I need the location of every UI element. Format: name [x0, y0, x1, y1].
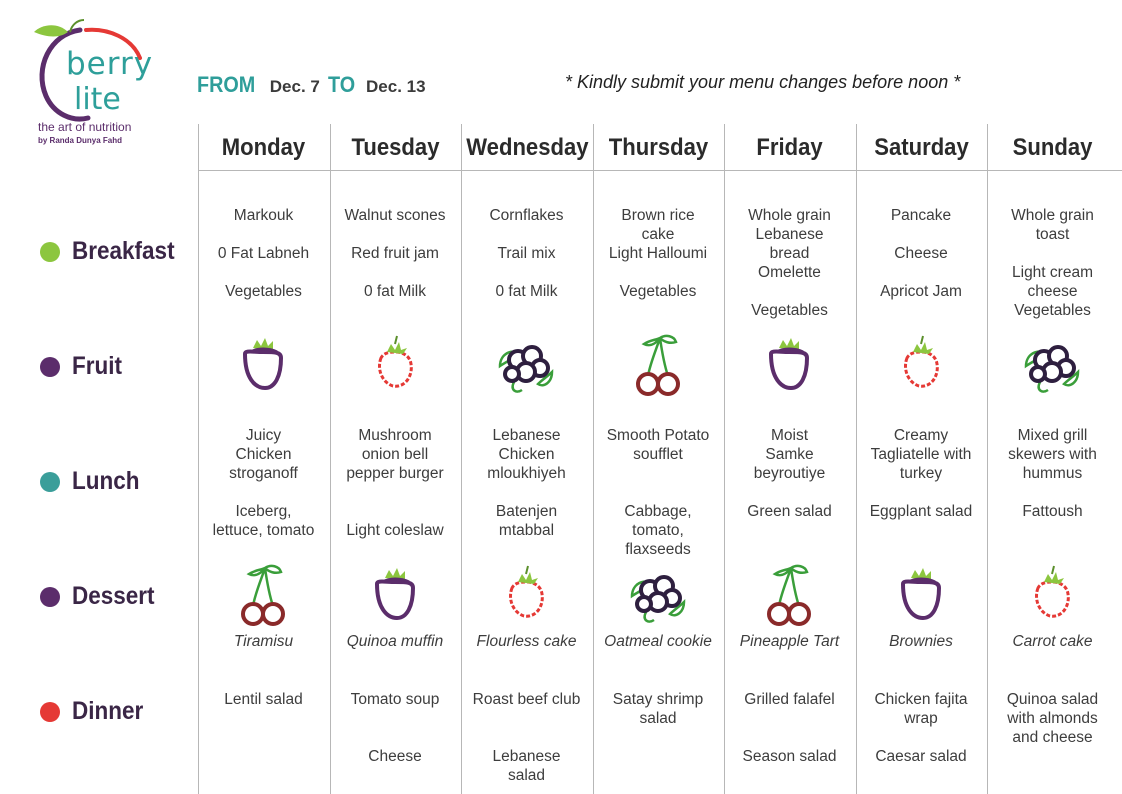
brand-name-line2: lite: [74, 82, 121, 117]
day-column-friday: [724, 170, 855, 794]
lunch-item: Light coleslaw: [346, 522, 444, 539]
blueberries-icon: [494, 332, 558, 396]
row-label-lunch: [40, 467, 147, 496]
lunch-item: stroganoff: [229, 465, 298, 482]
dinner-item: Cheese: [368, 748, 422, 765]
day-header-saturday: Saturday: [873, 134, 969, 161]
lunch-item: mtabbal: [498, 522, 555, 539]
lunch-item: lettuce, tomato: [212, 522, 315, 539]
lunch-item: Samke: [765, 446, 814, 463]
from-label: FROM: [197, 72, 256, 97]
dinner-item: Satay shrimp: [612, 691, 704, 708]
breakfast-item: Pancake: [890, 207, 952, 224]
dinner-item: with almonds: [1007, 710, 1098, 727]
lunch-item: pepper burger: [346, 465, 444, 482]
dinner-cell: [461, 690, 592, 785]
breakfast-item: Whole grain: [748, 207, 831, 224]
cherry-icon: [231, 562, 295, 626]
lunch-dot-icon: [40, 472, 60, 492]
dinner-cell: [330, 690, 461, 766]
raspberry-icon: [889, 332, 953, 396]
brand-tagline: the art of nutrition: [38, 120, 132, 134]
dinner-cell: [593, 690, 724, 728]
breakfast-item: bread: [769, 245, 810, 262]
lunch-item: hummus: [1022, 465, 1083, 482]
breakfast-cell: [987, 206, 1118, 320]
breakfast-item: cake: [641, 226, 675, 243]
lunch-cell: [856, 426, 987, 521]
row-label-text: Dinner: [72, 697, 144, 725]
day-header-thursday: Thursday: [608, 134, 708, 161]
breakfast-item: cheese: [1027, 283, 1078, 300]
breakfast-item: Lebanese: [755, 226, 824, 243]
breakfast-item: 0 fat Milk: [495, 283, 558, 300]
row-label-text: Dessert: [72, 582, 155, 610]
lunch-item: Moist: [770, 427, 809, 444]
breakfast-dot-icon: [40, 242, 60, 262]
lunch-item: beyroutiye: [753, 465, 826, 482]
breakfast-item: Red fruit jam: [351, 245, 439, 262]
breakfast-item: Light Halloumi: [608, 245, 708, 262]
lunch-item: tomato,: [632, 522, 684, 539]
dinner-dot-icon: [40, 702, 60, 722]
dessert-dot-icon: [40, 587, 60, 607]
submission-notice: * Kindly submit your menu changes before noon *: [565, 72, 961, 92]
breakfast-item: Vegetables: [751, 302, 828, 319]
breakfast-cell: [593, 206, 724, 301]
dinner-item: Quinoa salad: [1006, 691, 1099, 708]
day-column-tuesday: [330, 170, 461, 794]
dinner-item: Lentil salad: [224, 691, 303, 708]
lunch-item: Iceberg,: [235, 503, 292, 520]
lunch-cell: [724, 426, 855, 521]
day-column-thursday: [593, 170, 724, 794]
lunch-item: Chicken: [235, 446, 292, 463]
lunch-item: Cabbage,: [624, 503, 692, 520]
lunch-item: mloukhiyeh: [487, 465, 566, 482]
lunch-item: Eggplant salad: [869, 503, 973, 520]
brand-byline: by Randa Dunya Fahd: [38, 136, 123, 145]
dinner-cell: [724, 690, 855, 766]
lunch-item: Juicy: [245, 427, 282, 444]
dinner-cell: [856, 690, 987, 766]
dinner-item: Lebanese: [492, 748, 561, 765]
to-date: Dec. 13: [366, 77, 426, 96]
mangosteen-icon: [231, 332, 295, 396]
breakfast-item: Omelette: [758, 264, 821, 281]
lunch-item: turkey: [899, 465, 943, 482]
dessert-name: Tiramisu: [233, 633, 294, 650]
mangosteen-icon: [757, 332, 821, 396]
dinner-item: Tomato soup: [350, 691, 440, 708]
dinner-cell: [987, 690, 1118, 747]
lunch-item: Tagliatelle with: [870, 446, 972, 463]
row-label-dinner: [40, 697, 151, 726]
cherry-icon: [626, 332, 690, 396]
lunch-item: skewers with: [1008, 446, 1097, 463]
lunch-cell: [198, 426, 329, 540]
breakfast-cell: [856, 206, 987, 301]
day-column-wednesday: [461, 170, 592, 794]
dessert-name: Quinoa muffin: [346, 633, 444, 650]
row-label-dessert: [40, 582, 164, 611]
dinner-item: salad: [639, 710, 677, 727]
lunch-item: flaxseeds: [625, 541, 691, 558]
row-label-fruit: [40, 352, 128, 381]
raspberry-icon: [1020, 562, 1084, 626]
breakfast-item: Vegetables: [619, 283, 697, 300]
lunch-item: Smooth Potato: [606, 427, 710, 444]
breakfast-item: Whole grain: [1011, 207, 1094, 224]
breakfast-item: Light cream: [1012, 264, 1093, 281]
day-header-sunday: Sunday: [1012, 134, 1093, 161]
breakfast-item: Walnut scones: [344, 207, 446, 224]
dinner-item: wrap: [904, 710, 938, 727]
breakfast-item: Vegetables: [1014, 302, 1091, 319]
raspberry-icon: [363, 332, 427, 396]
dinner-item: and cheese: [1012, 729, 1093, 746]
day-column-monday: [198, 170, 329, 794]
lunch-cell: [330, 426, 461, 540]
lunch-cell: [987, 426, 1118, 521]
lunch-item: Chicken: [498, 446, 555, 463]
brand-name-line1: berry: [66, 46, 154, 82]
row-label-text: Fruit: [72, 352, 122, 380]
breakfast-item: Markouk: [233, 207, 294, 224]
fruit-dot-icon: [40, 357, 60, 377]
row-label-breakfast: [40, 237, 186, 266]
blueberries-icon: [1020, 332, 1084, 396]
row-label-text: Lunch: [72, 467, 140, 495]
lunch-item: Green salad: [747, 503, 832, 520]
dessert-name: Flourless cake: [476, 633, 577, 650]
dinner-item: Roast beef club: [472, 691, 581, 708]
breakfast-item: toast: [1035, 226, 1070, 243]
lunch-cell: [593, 426, 724, 559]
lunch-item: Fattoush: [1022, 503, 1083, 520]
dessert-name: Brownies: [889, 633, 953, 650]
day-header-friday: Friday: [756, 134, 823, 161]
lunch-item: Mushroom: [358, 427, 432, 444]
dinner-item: Chicken fajita: [874, 691, 968, 708]
dinner-item: Grilled falafel: [744, 691, 835, 708]
dinner-item: Caesar salad: [875, 748, 967, 765]
blueberries-icon: [626, 562, 690, 626]
breakfast-item: Apricot Jam: [880, 283, 962, 300]
from-date: Dec. 7: [269, 77, 320, 96]
lunch-cell: [461, 426, 592, 540]
raspberry-icon: [494, 562, 558, 626]
lunch-item: Lebanese: [492, 427, 561, 444]
dessert-name: Carrot cake: [1012, 633, 1093, 650]
dessert-name: Pineapple Tart: [739, 633, 840, 650]
dinner-item: salad: [507, 767, 546, 784]
breakfast-cell: [724, 206, 855, 320]
breakfast-item: Cheese: [894, 245, 948, 262]
breakfast-item: Cornflakes: [489, 207, 564, 224]
day-header-tuesday: Tuesday: [351, 134, 439, 161]
day-header-wednesday: Wednesday: [466, 134, 589, 161]
breakfast-item: Vegetables: [225, 283, 302, 300]
breakfast-item: 0 Fat Labneh: [217, 245, 310, 262]
row-label-text: Breakfast: [72, 237, 175, 265]
cherry-icon: [757, 562, 821, 626]
day-column-sunday: [987, 170, 1118, 794]
dinner-item: Season salad: [742, 748, 837, 765]
day-column-saturday: [856, 170, 987, 794]
mangosteen-icon: [363, 562, 427, 626]
mangosteen-icon: [889, 562, 953, 626]
breakfast-item: Brown rice: [621, 207, 695, 224]
date-range: [197, 72, 426, 98]
breakfast-cell: [330, 206, 461, 301]
breakfast-item: 0 fat Milk: [363, 283, 426, 300]
dinner-cell: [198, 690, 329, 709]
dessert-name: Oatmeal cookie: [604, 633, 712, 650]
lunch-item: onion bell: [361, 446, 429, 463]
lunch-item: Mixed grill: [1017, 427, 1088, 444]
to-label: TO: [327, 72, 355, 97]
lunch-item: Creamy: [893, 427, 949, 444]
lunch-item: soufflet: [633, 446, 683, 463]
lunch-item: Batenjen: [495, 503, 558, 520]
day-header-monday: Monday: [221, 134, 306, 161]
breakfast-cell: [198, 206, 329, 301]
breakfast-cell: [461, 206, 592, 301]
breakfast-item: Trail mix: [497, 245, 556, 262]
